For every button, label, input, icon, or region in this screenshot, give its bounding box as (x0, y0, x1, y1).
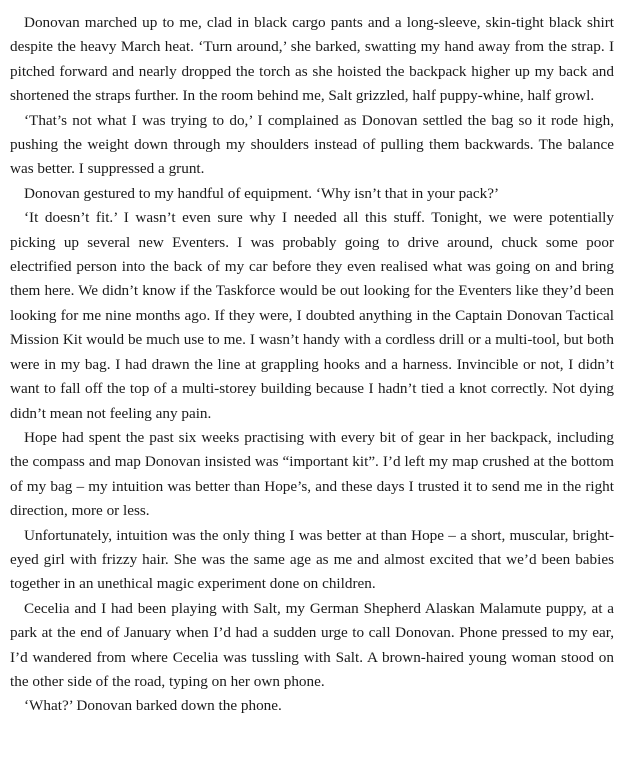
document-page (10, 11, 614, 719)
paragraph: Hope had spent the past six weeks practising with every bit of gear in her backpack, including the compass and map Donovan insisted was “important kit”. I’d left my map crushed at the bottom of my bag – my intuition was better than Hope’s, and these days I trusted it to send me in the right direction, more or less. (10, 428, 614, 520)
paragraph: Donovan marched up to me, clad in black cargo pants and a long-sleeve, skin-tight black shirt despite the heavy March heat. ‘Turn around,’ she barked, swatting my hand away from the strap. I pitched forward and nearly dropped the torch as she hoisted the backpack higher up my back and shortened the straps further. In the room behind me, Salt grizzled, half puppy-whine, half growl. (10, 14, 614, 105)
paragraph: ‘It doesn’t fit.’ I wasn’t even sure why I needed all this stuff. Tonight, we were potentially picking up several new Eventers. I was probably going to drive around, chuck some poor electrified person into the back of my car before they even realised what was going on and bring them here. We didn’t know if the Taskforce would be out looking for the Eventers like they’d been looking for me nine months ago. If they were, I doubted anything in the Captain Donovan Tactical Mission Kit would be much use to me. I wasn’t handy with a cordless drill or a multi-tool, but both were in my bag. I had drawn the line at grappling hooks and a harness. Invincible or not, I didn’t want to fall off the top of a multi-storey building because I hadn’t tied a knot correctly. Not dying didn’t mean not feeling any pain. (10, 209, 614, 422)
paragraph: ‘That’s not what I was trying to do,’ I complained as Donovan settled the bag so it rode high, pushing the weight down through my shoulders instead of pulling them backwards. The balance was better. I suppressed a grunt. (10, 111, 614, 178)
paragraph: ‘What?’ Donovan barked down the phone. (24, 697, 282, 715)
paragraph: Donovan gestured to my handful of equipment. ‘Why isn’t that in your pack?’ (24, 184, 500, 202)
paragraph: Cecelia and I had been playing with Salt, my German Shepherd Alaskan Malamute puppy, at a park at the end of January when I’d had a sudden urge to call Donovan. Phone pressed to my ear, I’d wandered from where Cecelia was tussling with Salt. A brown-haired young woman stood on the other side of the road, typing on her own phone. (10, 599, 614, 690)
paragraph: Unfortunately, intuition was the only thing I was better at than Hope – a short, muscular, bright-eyed girl with frizzy hair. She was the same age as me and almost excited that we’d been babies together in an unethical magic experiment done on children. (10, 526, 614, 593)
